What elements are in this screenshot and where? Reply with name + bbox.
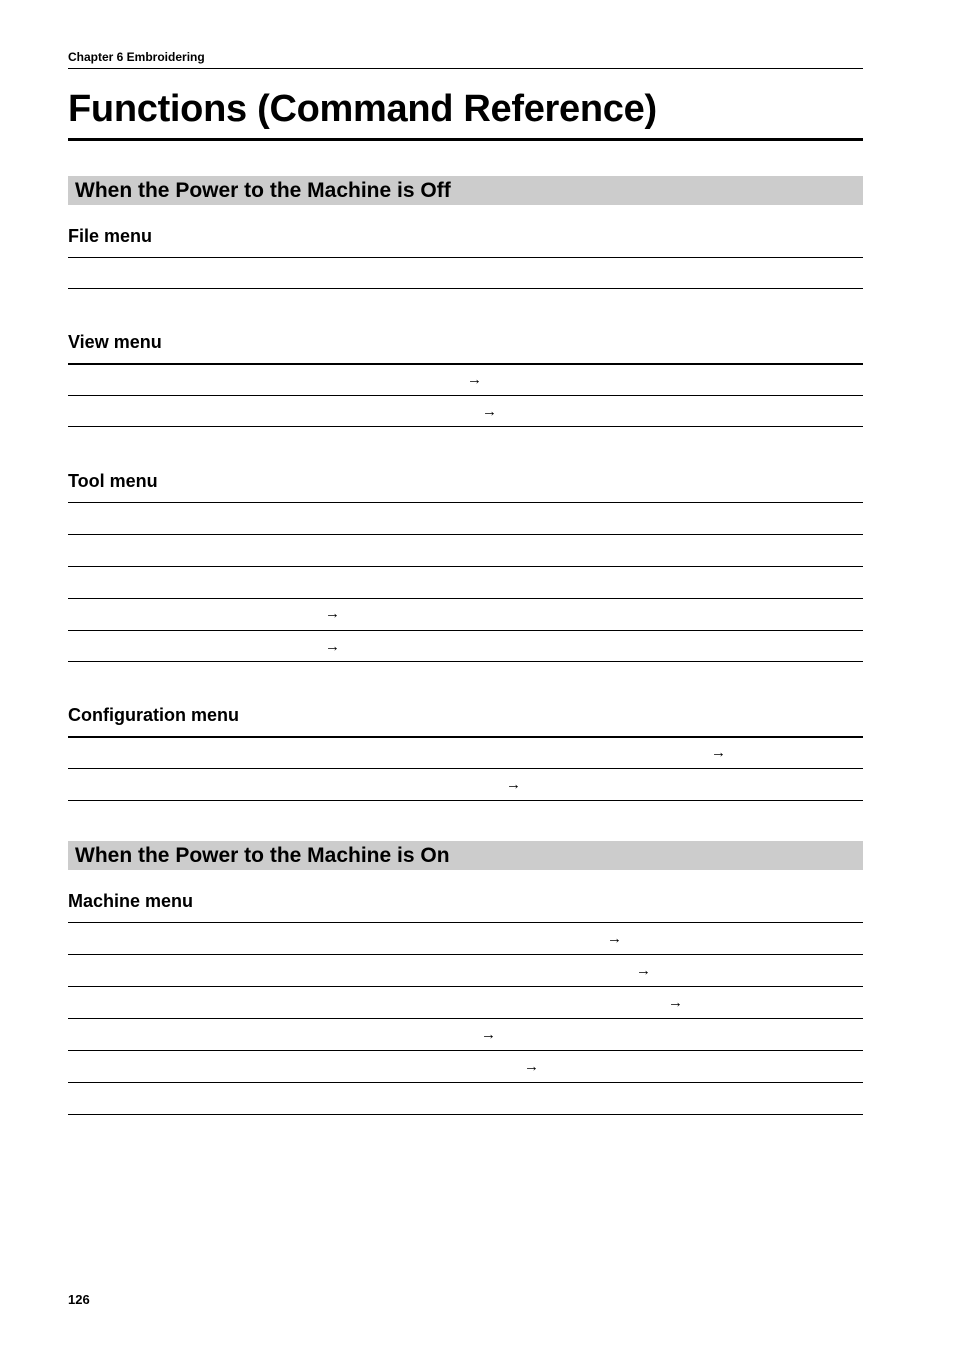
file-menu-heading: File menu [68, 226, 153, 246]
table-rule [68, 566, 863, 567]
table-rule [68, 257, 863, 258]
table-rule [68, 800, 863, 801]
arrow-icon: → [325, 605, 340, 622]
table-rule [68, 1050, 863, 1051]
table-rule [68, 661, 863, 662]
header-rule [68, 68, 863, 69]
table-rule [68, 426, 863, 427]
arrow-icon: → [524, 1058, 539, 1075]
table-rule [68, 363, 863, 365]
table-rule [68, 288, 863, 289]
configuration-menu-heading: Configuration menu [68, 705, 239, 725]
table-rule [68, 922, 863, 923]
machine-menu-heading: Machine menu [68, 891, 194, 911]
table-rule [68, 986, 863, 987]
table-rule [68, 736, 863, 738]
arrow-icon: → [481, 1026, 496, 1043]
table-rule [68, 1018, 863, 1019]
table-rule [68, 954, 863, 955]
page-number: 126 [68, 1292, 90, 1307]
table-rule [68, 1114, 863, 1115]
arrow-icon: → [325, 638, 340, 655]
arrow-icon: → [636, 962, 651, 979]
arrow-icon: → [711, 744, 726, 761]
section-heading-power-on: When the Power to the Machine is On [68, 841, 863, 870]
arrow-icon: → [467, 371, 482, 388]
arrow-icon: → [668, 994, 683, 1011]
view-menu-heading: View menu [68, 332, 162, 352]
table-rule [68, 534, 863, 535]
arrow-icon: → [506, 776, 521, 793]
arrow-icon: → [607, 930, 622, 947]
page-title: Functions (Command Reference) [68, 88, 657, 130]
chapter-header: Chapter 6 Embroidering [68, 50, 205, 64]
table-rule [68, 395, 863, 396]
table-rule [68, 768, 863, 769]
table-rule [68, 630, 863, 631]
table-rule [68, 1082, 863, 1083]
table-rule [68, 502, 863, 503]
tool-menu-heading: Tool menu [68, 471, 158, 491]
title-rule [68, 138, 863, 141]
arrow-icon: → [482, 403, 497, 420]
section-heading-power-off: When the Power to the Machine is Off [68, 176, 863, 205]
table-rule [68, 598, 863, 599]
